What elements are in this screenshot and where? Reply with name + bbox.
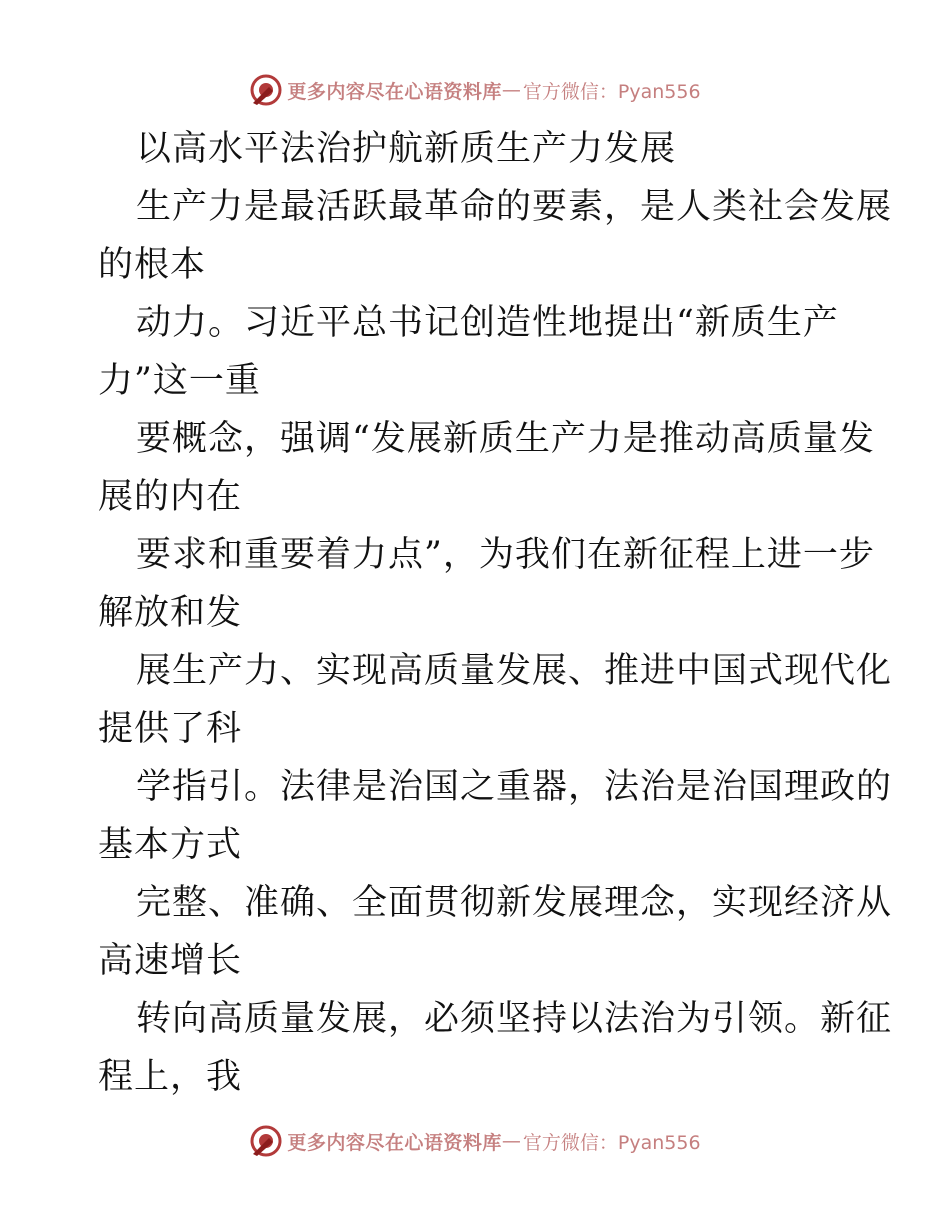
footer-brand-text: 更多内容尽在心语资料库 <box>287 1131 502 1154</box>
text-line: 展的内在 <box>98 477 243 517</box>
text-line: 展生产力、实现高质量发展、推进中国式现代化 <box>136 651 893 691</box>
text-line: 要求和重要着力点”，为我们在新征程上进一步 <box>136 535 875 575</box>
text-line: 提供了科 <box>98 709 243 749</box>
footer-separator: — <box>501 1130 521 1152</box>
document-body <box>98 120 893 1106</box>
document-lines <box>98 178 893 1106</box>
text-line: 基本方式 <box>98 825 243 865</box>
text-line: 转向高质量发展，必须坚持以法治为引领。新征 <box>136 999 893 1039</box>
footer-wechat-text: 官方微信：Pyan556 <box>522 1131 701 1154</box>
text-line: 动力。习近平总书记创造性地提出“新质生产 <box>136 303 839 343</box>
text-line: 程上，我 <box>98 1057 243 1097</box>
document-title: 以高水平法治护航新质生产力发展 <box>136 129 677 169</box>
text-line: 解放和发 <box>98 593 243 633</box>
text-line: 力”这一重 <box>98 361 261 401</box>
header-separator: — <box>501 79 521 101</box>
header-wechat-text: 官方微信：Pyan556 <box>522 80 701 103</box>
text-line: 完整、准确、全面贯彻新发展理念，实现经济从 <box>136 883 893 923</box>
footer-banner <box>0 1121 950 1161</box>
pen-logo-icon <box>249 1124 283 1158</box>
text-line: 的根本 <box>98 245 207 285</box>
text-line: 要概念，强调“发展新质生产力是推动高质量发 <box>136 419 875 459</box>
text-line: 生产力是最活跃最革命的要素，是人类社会发展 <box>136 187 893 227</box>
header-banner <box>0 70 950 110</box>
text-line: 高速增长 <box>98 941 243 981</box>
header-brand-text: 更多内容尽在心语资料库 <box>287 80 502 103</box>
text-line: 学指引。法律是治国之重器，法治是治国理政的 <box>136 767 893 807</box>
pen-logo-icon <box>249 73 283 107</box>
